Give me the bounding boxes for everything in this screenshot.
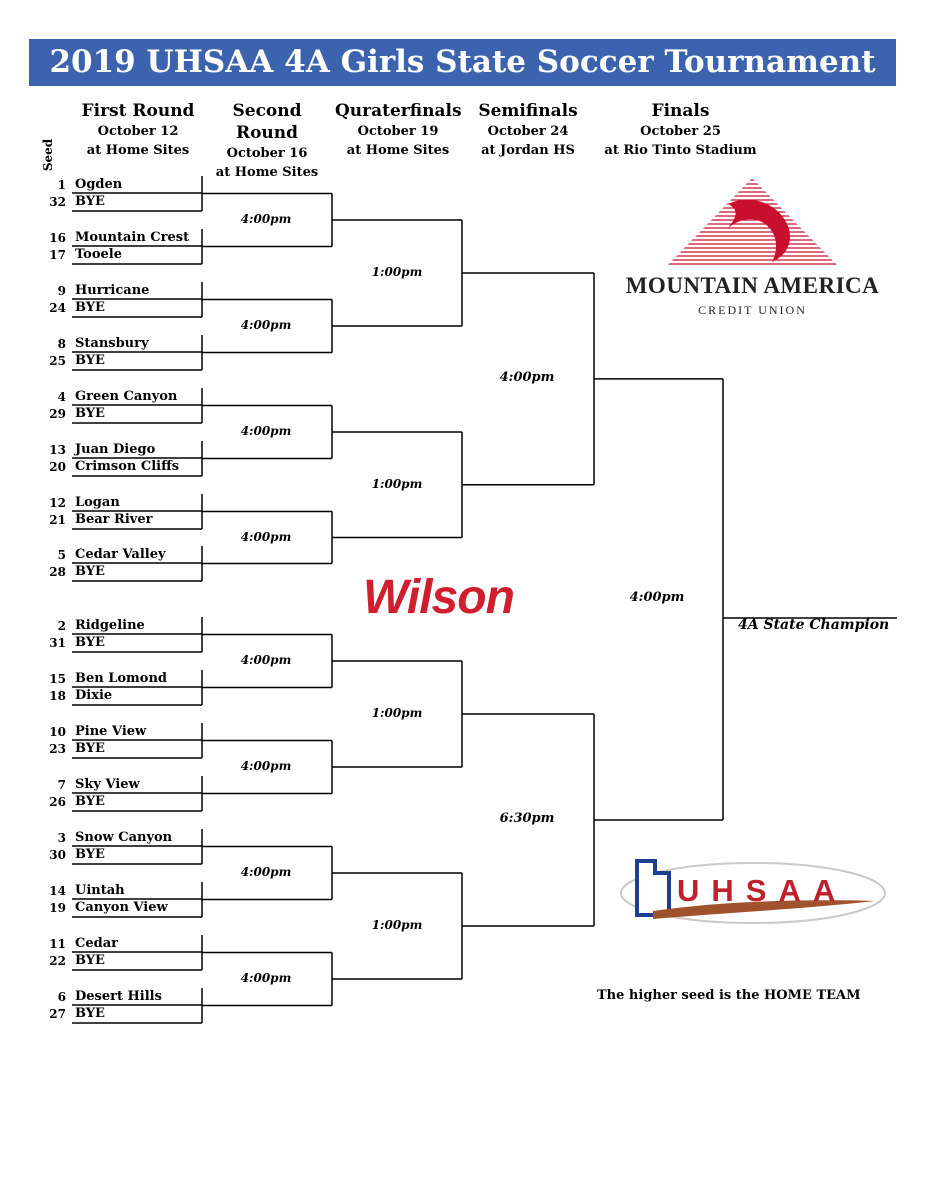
uhsaa-wordmark: UHSAA [677, 873, 848, 908]
team-name: Dixie [75, 688, 113, 703]
seed-number: 23 [49, 742, 66, 756]
quarterfinal-time: 1:00pm [371, 476, 423, 491]
seed-number: 6 [57, 990, 66, 1004]
home-team-note: The higher seed is the HOME TEAM [597, 988, 861, 1003]
quarterfinal-time: 1:00pm [371, 706, 423, 720]
round-title: First Round [81, 101, 195, 121]
team-name: Bear River [75, 512, 153, 527]
mountain-america-logo [610, 176, 895, 321]
seed-number: 26 [49, 795, 66, 809]
team-name: BYE [75, 300, 105, 315]
seed-number: 8 [57, 337, 66, 351]
seed-number: 15 [49, 672, 66, 686]
team-name: BYE [75, 353, 105, 368]
team-name: Tooele [75, 247, 123, 262]
round-title: Finals [651, 101, 710, 121]
seed-number: 13 [49, 443, 66, 457]
team-name: Cedar Valley [75, 547, 166, 562]
round-site: at Home Sites [86, 143, 190, 158]
team-name: Mountain Crest [75, 230, 190, 245]
seed-number: 27 [49, 1007, 66, 1021]
round-date: October 12 [97, 124, 179, 139]
seed-number: 17 [49, 248, 66, 262]
team-name: Logan [75, 495, 120, 510]
seed-number: 18 [49, 689, 66, 703]
round2-time: 4:00pm [240, 971, 292, 985]
wilson-wordmark: Wilson [363, 571, 514, 624]
round-site: at Rio Tinto Stadium [604, 143, 757, 158]
team-name: Uintah [75, 883, 125, 898]
seed-number: 4 [57, 390, 66, 404]
seed-number: 10 [49, 725, 66, 739]
quarterfinal-time: 1:00pm [371, 918, 423, 932]
seed-number: 19 [49, 901, 66, 915]
mountain-triangle-icon [610, 176, 895, 276]
round-title: Second Round [232, 101, 302, 143]
round-date: October 19 [357, 124, 439, 139]
team-name: BYE [75, 847, 105, 862]
seed-number: 1 [57, 178, 66, 192]
team-name: BYE [75, 406, 105, 421]
seed-number: 3 [57, 831, 66, 845]
round2-time: 4:00pm [240, 318, 292, 332]
team-name: BYE [75, 953, 105, 968]
team-name: Crimson Cliffs [75, 459, 180, 474]
quarterfinal-time: 1:00pm [371, 265, 423, 279]
macu-name: MOUNTAIN AMERICA [625, 273, 880, 298]
uhsaa-logo [613, 855, 888, 935]
round-date: October 24 [487, 124, 569, 139]
seed-number: 11 [49, 937, 66, 951]
team-name: Ben Lomond [75, 671, 168, 686]
team-name: Snow Canyon [75, 830, 173, 845]
team-name: BYE [75, 1006, 105, 1021]
semifinal-time: 6:30pm [499, 811, 555, 826]
semifinal-time: 4:00pm [499, 369, 555, 385]
seed-number: 30 [49, 848, 66, 862]
seed-number: 14 [49, 884, 66, 898]
seed-number: 31 [49, 636, 66, 650]
team-name: BYE [75, 194, 105, 209]
round-date: October 25 [640, 124, 721, 139]
team-name: Stansbury [75, 336, 149, 351]
team-name: BYE [75, 564, 105, 579]
round-title: Semifinals [478, 101, 578, 121]
round-site: at Home Sites [215, 165, 319, 180]
seed-number: 16 [49, 231, 66, 245]
team-name: BYE [75, 741, 105, 756]
seed-number: 32 [49, 195, 66, 209]
round2-time: 4:00pm [240, 759, 292, 773]
seed-number: 20 [49, 460, 66, 474]
team-name: Hurricane [75, 283, 150, 298]
wilson-logo [363, 570, 573, 626]
macu-subtitle: CREDIT UNION [698, 303, 807, 317]
seed-number: 2 [57, 619, 66, 633]
champion-label: 4A State Champion [738, 617, 890, 633]
seed-number: 5 [57, 548, 66, 562]
team-name: Desert Hills [75, 989, 162, 1004]
round-site: at Home Sites [346, 143, 450, 158]
team-name: Juan Diego [75, 442, 156, 457]
seed-column-label: Seed [41, 138, 55, 172]
team-name: Sky View [75, 777, 140, 792]
round2-time: 4:00pm [240, 865, 292, 879]
round2-time: 4:00pm [240, 212, 292, 226]
round2-time: 4:00pm [240, 529, 292, 544]
team-name: BYE [75, 635, 105, 650]
seed-number: 28 [49, 565, 66, 579]
page-title: 2019 UHSAA 4A Girls State Soccer Tournament [49, 44, 876, 80]
round-site: at Jordan HS [481, 143, 575, 158]
team-name: BYE [75, 794, 105, 809]
seed-number: 21 [49, 513, 66, 527]
seed-number: 22 [49, 954, 66, 968]
seed-number: 29 [49, 407, 66, 421]
final-time: 4:00pm [629, 590, 685, 606]
round2-time: 4:00pm [240, 653, 292, 667]
seed-number: 7 [57, 778, 66, 792]
seed-number: 9 [57, 284, 66, 298]
team-name: Green Canyon [75, 389, 178, 404]
team-name: Pine View [75, 724, 147, 739]
seed-number: 12 [49, 496, 66, 510]
team-name: Ogden [75, 177, 123, 192]
round-date: October 16 [226, 146, 308, 161]
seed-number: 24 [49, 301, 66, 315]
seed-number: 25 [49, 354, 66, 368]
team-name: Cedar [75, 936, 118, 951]
round2-time: 4:00pm [240, 424, 292, 438]
team-name: Canyon View [75, 900, 168, 915]
round-title: Quraterfinals [335, 101, 462, 121]
team-name: Ridgeline [75, 618, 145, 633]
